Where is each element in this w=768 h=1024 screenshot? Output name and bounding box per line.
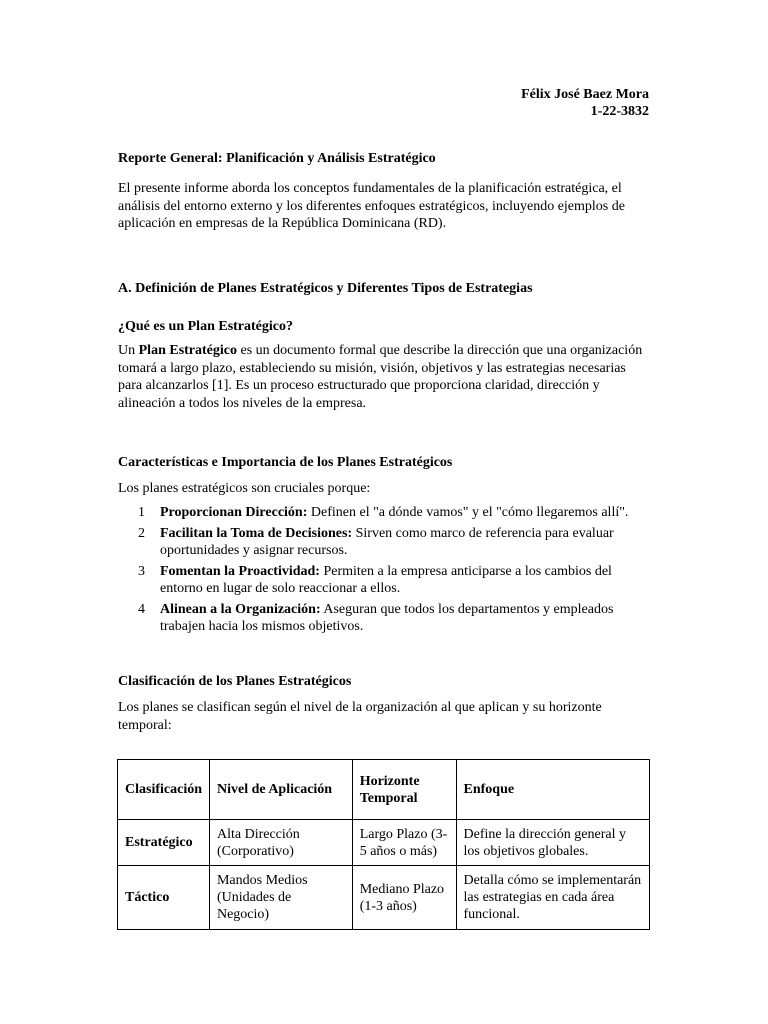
list-item-text: Permiten a la empresa anticiparse a los cambios del entorno en lugar de solo reaccionar a ellos. — [160, 564, 612, 596]
author-block — [521, 86, 649, 120]
table-header-cell: Enfoque — [456, 760, 649, 820]
table-cell: Táctico — [118, 866, 210, 930]
list-item — [118, 504, 650, 521]
table-header-row — [118, 760, 650, 820]
table-header-cell: Horizonte Temporal — [352, 760, 456, 820]
list-item-text: Sirven como marco de referencia para evaluar oportunidades y asignar recursos. — [160, 526, 614, 558]
table-row — [118, 866, 650, 930]
definition-prefix: Un — [118, 343, 139, 358]
table-cell: Mediano Plazo (1-3 años) — [352, 866, 456, 930]
author-name: Félix José Baez Mora — [521, 87, 649, 102]
table-header-cell: Nivel de Aplicación — [209, 760, 352, 820]
table-header-cell: Clasificación — [118, 760, 210, 820]
table-cell: Define la dirección general y los objetivos globales. — [456, 820, 649, 866]
classification-table — [117, 759, 650, 930]
table-row — [118, 820, 650, 866]
definition-term: Plan Estratégico — [138, 343, 237, 358]
list-item — [118, 563, 650, 597]
plan-question-heading: ¿Qué es un Plan Estratégico? — [118, 319, 293, 334]
list-item-number: 4 — [138, 602, 145, 617]
list-item-number: 2 — [138, 526, 145, 541]
intro-paragraph: El presente informe aborda los conceptos fundamentales de la planificación estratégica, el análisis del entorno externo y los diferentes enfoques estratégicos, incluyendo ejemplos de aplicación en empresas de la República Dominicana (RD). — [118, 181, 625, 231]
classification-title: Clasificación de los Planes Estratégicos — [118, 674, 352, 689]
list-item-number: 1 — [138, 505, 145, 520]
list-item-text: Aseguran que todos los departamentos y empleados trabajen hacia los mismos objetivos. — [160, 602, 614, 634]
plan-definition-paragraph — [118, 342, 650, 412]
definition-rest: es un documento formal que describe la dirección que una organización tomará a largo plazo, estableciendo su misión, visión, objetivos y las estrategias necesarias para alcanzarlos [1]. Es un proceso estructurado que proporciona claridad, dirección y alineación a todos los niveles de la empresa. — [118, 343, 643, 411]
table-cell: Largo Plazo (3-5 años o más) — [352, 820, 456, 866]
list-item-number: 3 — [138, 564, 145, 579]
list-item — [118, 525, 650, 559]
table-cell: Alta Dirección (Corporativo) — [209, 820, 352, 866]
characteristics-list — [118, 504, 650, 639]
list-item-term: Alinean a la Organización: — [160, 602, 321, 617]
list-item-term: Facilitan la Toma de Decisiones: — [160, 526, 353, 541]
characteristics-title: Características e Importancia de los Planes Estratégicos — [118, 455, 453, 470]
list-item — [118, 601, 650, 635]
list-item-term: Fomentan la Proactividad: — [160, 564, 320, 579]
report-title: Reporte General: Planificación y Análisis Estratégico — [118, 151, 436, 166]
characteristics-lead: Los planes estratégicos son cruciales porque: — [118, 481, 371, 496]
author-id: 1-22-3832 — [590, 104, 649, 119]
list-item-term: Proporcionan Dirección: — [160, 505, 308, 520]
section-a-title: A. Definición de Planes Estratégicos y Diferentes Tipos de Estrategias — [118, 281, 533, 296]
classification-lead: Los planes se clasifican según el nivel de la organización al que aplican y su horizonte temporal: — [118, 700, 602, 733]
table-cell: Detalla cómo se implementarán las estrategias en cada área funcional. — [456, 866, 649, 930]
table-cell: Estratégico — [118, 820, 210, 866]
table-cell: Mandos Medios (Unidades de Negocio) — [209, 866, 352, 930]
list-item-text: Definen el "a dónde vamos" y el "cómo llegaremos allí". — [307, 505, 629, 520]
